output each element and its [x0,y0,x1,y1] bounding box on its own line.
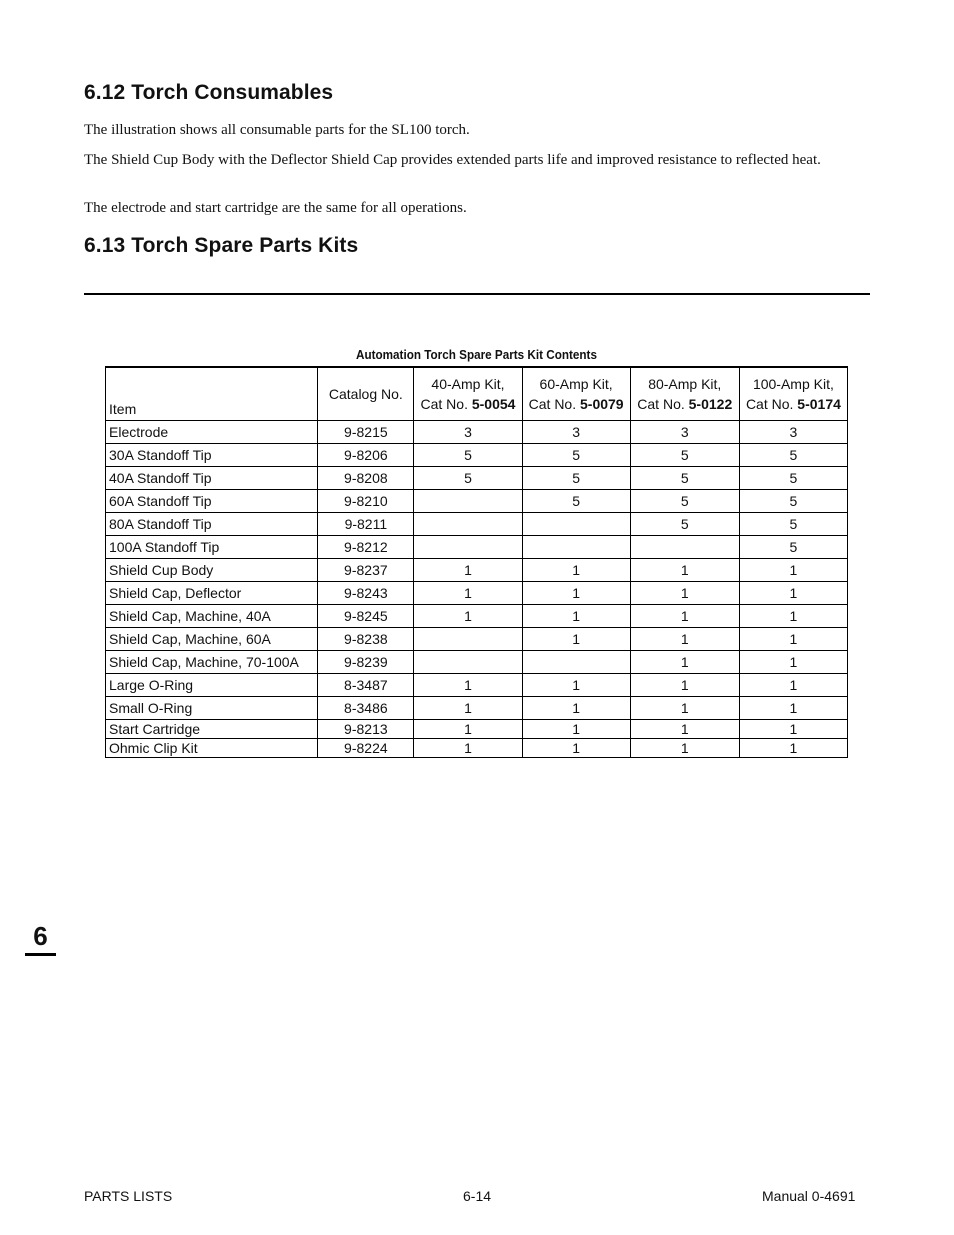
cell-qty-60: 5 [522,467,630,490]
cell-qty-80: 1 [630,628,739,651]
cell-qty-60: 5 [522,444,630,467]
table-row [106,444,848,467]
cell-qty-100: 1 [739,720,847,739]
table-header-row [106,367,848,421]
header-kit-40 [414,367,522,421]
cell-item: Ohmic Clip Kit [106,739,318,758]
cell-qty-40: 1 [414,720,522,739]
cell-item: Shield Cup Body [106,559,318,582]
table-row [106,559,848,582]
header-kit-80-cat: 5-0122 [688,396,733,412]
header-kit-60 [522,367,630,421]
cell-catalog: 9-8208 [318,467,414,490]
cell-catalog: 9-8243 [318,582,414,605]
header-catalog: Catalog No. [318,367,414,421]
cell-qty-80: 5 [630,490,739,513]
cell-item: Start Cartridge [106,720,318,739]
cell-item: Shield Cap, Machine, 70-100A [106,651,318,674]
header-kit-80-prefix: Cat No. [637,396,689,412]
cell-qty-60: 1 [522,720,630,739]
chapter-tab: 6 [25,922,56,956]
cell-qty-60: 3 [522,421,630,444]
cell-qty-40: 3 [414,421,522,444]
cell-qty-60 [522,536,630,559]
footer-section-name: PARTS LISTS [84,1188,173,1204]
cell-catalog: 9-8239 [318,651,414,674]
cell-qty-60: 1 [522,739,630,758]
cell-qty-40: 1 [414,582,522,605]
cell-qty-40 [414,628,522,651]
cell-qty-100: 5 [739,490,847,513]
table-row [106,651,848,674]
cell-qty-80: 1 [630,674,739,697]
header-kit-60-label: 60-Amp Kit, [539,376,613,392]
cell-item: Shield Cap, Machine, 40A [106,605,318,628]
header-kit-40-prefix: Cat No. [420,396,472,412]
cell-item: 100A Standoff Tip [106,536,318,559]
cell-qty-40 [414,513,522,536]
header-kit-40-cat: 5-0054 [471,396,516,412]
header-kit-60-cat: 5-0079 [580,396,624,412]
cell-qty-40: 1 [414,697,522,720]
table-row [106,605,848,628]
cell-qty-40: 1 [414,674,522,697]
cell-qty-40: 1 [414,559,522,582]
table-row [106,467,848,490]
paragraph-illustration: The illustration shows all consumable parts for the SL100 torch. [84,122,470,138]
cell-item: 30A Standoff Tip [106,444,318,467]
cell-catalog: 9-8210 [318,490,414,513]
header-item: Item [106,367,318,421]
cell-qty-100: 1 [739,559,847,582]
cell-qty-80: 1 [630,559,739,582]
cell-item: Shield Cap, Deflector [106,582,318,605]
cell-qty-100: 5 [739,536,847,559]
cell-qty-100: 1 [739,697,847,720]
spare-parts-table [105,366,848,758]
table-row [106,421,848,444]
table-row [106,697,848,720]
cell-qty-60 [522,651,630,674]
paragraph-shield-cup: The Shield Cup Body with the Deflector Shield Cap provides extended parts life and improved resistance to reflected heat. [84,152,821,168]
table-row [106,490,848,513]
cell-qty-100: 1 [739,739,847,758]
cell-qty-60: 1 [522,582,630,605]
cell-catalog: 8-3487 [318,674,414,697]
cell-qty-100: 1 [739,605,847,628]
cell-catalog: 9-8206 [318,444,414,467]
cell-qty-80: 1 [630,582,739,605]
cell-catalog: 9-8215 [318,421,414,444]
cell-qty-80: 1 [630,739,739,758]
cell-qty-40: 1 [414,605,522,628]
table-row [106,582,848,605]
cell-qty-80: 1 [630,720,739,739]
cell-qty-60: 5 [522,490,630,513]
cell-qty-60 [522,513,630,536]
paragraph-electrode: The electrode and start cartridge are the same for all operations. [84,200,467,216]
table-row [106,513,848,536]
cell-qty-100: 1 [739,582,847,605]
cell-qty-40: 5 [414,444,522,467]
table-row [106,536,848,559]
cell-qty-40: 1 [414,739,522,758]
cell-qty-100: 3 [739,421,847,444]
cell-item: Electrode [106,421,318,444]
cell-item: 40A Standoff Tip [106,467,318,490]
cell-catalog: 9-8224 [318,739,414,758]
footer-manual-number: Manual 0-4691 [762,1188,856,1204]
table-row [106,674,848,697]
cell-item: Small O-Ring [106,697,318,720]
header-kit-100-prefix: Cat No. [745,396,798,412]
cell-qty-80: 1 [630,651,739,674]
cell-item: 80A Standoff Tip [106,513,318,536]
cell-qty-100: 1 [739,674,847,697]
cell-catalog: 9-8237 [318,559,414,582]
footer-page-number: 6-14 [463,1188,492,1204]
section-title-spare-parts-kits: 6.13 Torch Spare Parts Kits [84,234,359,257]
cell-qty-80: 5 [630,444,739,467]
cell-qty-60: 1 [522,697,630,720]
cell-catalog: 9-8238 [318,628,414,651]
cell-qty-60: 1 [522,605,630,628]
cell-qty-60: 1 [522,674,630,697]
section-title-consumables: 6.12 Torch Consumables [84,81,334,104]
header-kit-100-label: 100-Amp Kit, [752,376,834,392]
cell-catalog: 9-8212 [318,536,414,559]
table-caption: Automation Torch Spare Parts Kit Contents [356,347,597,362]
cell-qty-40 [414,536,522,559]
header-kit-80-label: 80-Amp Kit, [648,376,722,392]
cell-qty-40 [414,651,522,674]
cell-qty-100: 1 [739,651,847,674]
cell-qty-60: 1 [522,559,630,582]
cell-qty-80: 3 [630,421,739,444]
cell-qty-100: 5 [739,467,847,490]
table-row [106,628,848,651]
cell-qty-100: 5 [739,513,847,536]
cell-catalog: 9-8245 [318,605,414,628]
cell-item: 60A Standoff Tip [106,490,318,513]
cell-qty-40 [414,490,522,513]
cell-qty-100: 5 [739,444,847,467]
header-kit-80 [630,367,739,421]
table-row [106,739,848,758]
cell-qty-100: 1 [739,628,847,651]
header-kit-100 [739,367,847,421]
header-kit-60-prefix: Cat No. [528,396,580,412]
table-row [106,720,848,739]
header-kit-40-label: 40-Amp Kit, [431,376,505,392]
cell-qty-80: 1 [630,697,739,720]
cell-qty-80 [630,536,739,559]
cell-qty-80: 1 [630,605,739,628]
cell-item: Large O-Ring [106,674,318,697]
cell-item: Shield Cap, Machine, 60A [106,628,318,651]
cell-qty-40: 5 [414,467,522,490]
table-body [106,421,848,758]
cell-catalog: 8-3486 [318,697,414,720]
cell-qty-60: 1 [522,628,630,651]
cell-catalog: 9-8211 [318,513,414,536]
cell-qty-80: 5 [630,467,739,490]
cell-qty-80: 5 [630,513,739,536]
header-kit-100-cat: 5-0174 [797,396,841,412]
cell-catalog: 9-8213 [318,720,414,739]
section-divider [84,293,870,295]
